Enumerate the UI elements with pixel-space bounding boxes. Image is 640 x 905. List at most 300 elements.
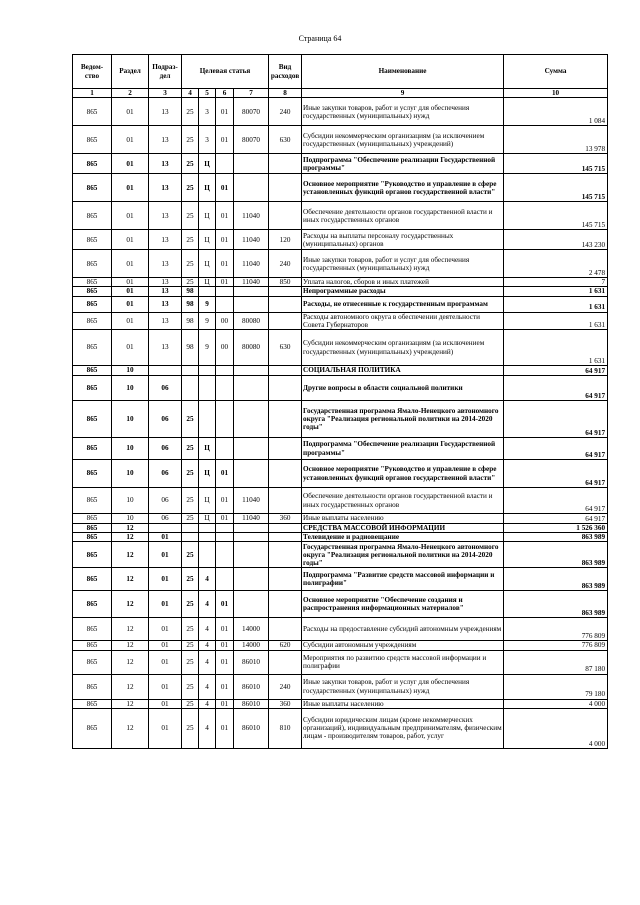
ved-cell: 865 [73, 401, 112, 438]
target-part2-cell: 9 [199, 296, 216, 312]
ved-cell: 865 [73, 296, 112, 312]
ved-cell: 865 [73, 376, 112, 401]
target-part2-cell: Ц [199, 174, 216, 202]
target-part1-cell [182, 366, 199, 376]
target-part2-cell: 4 [199, 618, 216, 641]
budget-table [72, 54, 608, 749]
target-part1-cell: 98 [182, 287, 199, 296]
target-part4-cell: 11040 [234, 250, 269, 278]
target-part2-cell: 4 [199, 708, 216, 748]
target-part1-cell: 25 [182, 154, 199, 174]
podrazdel-cell: 13 [149, 312, 182, 329]
target-part1-cell: 98 [182, 296, 199, 312]
target-part4-cell [234, 174, 269, 202]
razdel-cell: 01 [112, 278, 149, 287]
podrazdel-cell: 13 [149, 278, 182, 287]
razdel-cell: 01 [112, 154, 149, 174]
razdel-cell: 10 [112, 401, 149, 438]
name-cell: Телевидение и радиовещание [302, 533, 504, 542]
expense-type-cell: 360 [269, 699, 302, 708]
target-part4-cell: 14000 [234, 618, 269, 641]
target-part2-cell: 3 [199, 126, 216, 154]
podrazdel-cell: 01 [149, 568, 182, 591]
podrazdel-cell: 01 [149, 533, 182, 542]
sum-cell: 64 917 [504, 438, 608, 460]
expense-type-cell: 620 [269, 641, 302, 650]
ved-cell: 865 [73, 650, 112, 674]
podrazdel-cell: 13 [149, 296, 182, 312]
ved-cell: 865 [73, 366, 112, 376]
name-cell: Другие вопросы в области социальной политики [302, 376, 504, 401]
sum-cell: 64 917 [504, 401, 608, 438]
table-row [73, 460, 608, 488]
target-part2-cell [199, 376, 216, 401]
podrazdel-cell: 01 [149, 650, 182, 674]
ved-cell: 865 [73, 533, 112, 542]
target-part3-cell: 01 [216, 230, 234, 250]
target-part4-cell: 11040 [234, 514, 269, 524]
target-part2-cell: Ц [199, 488, 216, 514]
col-num: 4 [182, 89, 199, 98]
table-row [73, 98, 608, 126]
expense-type-cell [269, 287, 302, 296]
sum-cell: 64 917 [504, 514, 608, 524]
sum-cell: 64 917 [504, 488, 608, 514]
target-part1-cell: 25 [182, 514, 199, 524]
expense-type-cell: 240 [269, 250, 302, 278]
razdel-cell: 12 [112, 568, 149, 591]
expense-type-cell: 850 [269, 278, 302, 287]
target-part3-cell: 01 [216, 98, 234, 126]
table-row [73, 524, 608, 533]
col-num: 1 [73, 89, 112, 98]
target-part3-cell: 01 [216, 488, 234, 514]
expense-type-cell: 810 [269, 708, 302, 748]
sum-cell: 776 809 [504, 641, 608, 650]
razdel-cell: 12 [112, 618, 149, 641]
name-cell: Субсидии автономным учреждениям [302, 641, 504, 650]
target-part1-cell [182, 376, 199, 401]
expense-type-cell [269, 312, 302, 329]
expense-type-cell [269, 488, 302, 514]
expense-type-cell [269, 296, 302, 312]
target-part3-cell [216, 401, 234, 438]
header-podrazdel: Подраз-дел [149, 55, 182, 89]
table-row [73, 230, 608, 250]
sum-cell: 1 631 [504, 312, 608, 329]
ved-cell: 865 [73, 287, 112, 296]
razdel-cell: 01 [112, 126, 149, 154]
name-cell: Расходы автономного округа в обеспечении деятельности Совета Губернаторов [302, 312, 504, 329]
podrazdel-cell: 06 [149, 460, 182, 488]
target-part4-cell [234, 154, 269, 174]
ved-cell: 865 [73, 618, 112, 641]
target-part4-cell [234, 460, 269, 488]
target-part4-cell [234, 533, 269, 542]
target-part3-cell: 01 [216, 618, 234, 641]
expense-type-cell [269, 618, 302, 641]
target-part2-cell: Ц [199, 202, 216, 230]
target-part1-cell [182, 524, 199, 533]
target-part3-cell: 01 [216, 514, 234, 524]
razdel-cell: 10 [112, 460, 149, 488]
razdel-cell: 01 [112, 98, 149, 126]
sum-cell: 143 230 [504, 230, 608, 250]
header-razdel: Раздел [112, 55, 149, 89]
sum-cell: 64 917 [504, 366, 608, 376]
target-part3-cell: 01 [216, 591, 234, 618]
name-cell: СОЦИАЛЬНАЯ ПОЛИТИКА [302, 366, 504, 376]
name-cell: Расходы, не отнесенные к государственным программам [302, 296, 504, 312]
name-cell: Иные выплаты населению [302, 699, 504, 708]
target-part4-cell: 11040 [234, 202, 269, 230]
razdel-cell: 01 [112, 250, 149, 278]
target-part2-cell: Ц [199, 278, 216, 287]
target-part4-cell: 11040 [234, 278, 269, 287]
column-number-row [73, 89, 608, 98]
target-part3-cell: 01 [216, 174, 234, 202]
name-cell: СРЕДСТВА МАССОВОЙ ИНФОРМАЦИИ [302, 524, 504, 533]
target-part3-cell [216, 524, 234, 533]
target-part2-cell [199, 287, 216, 296]
sum-cell: 863 989 [504, 542, 608, 568]
podrazdel-cell: 13 [149, 98, 182, 126]
sum-cell: 145 715 [504, 174, 608, 202]
table-row [73, 438, 608, 460]
podrazdel-cell: 01 [149, 699, 182, 708]
name-cell: Иные выплаты населению [302, 514, 504, 524]
table-row [73, 514, 608, 524]
target-part1-cell [182, 533, 199, 542]
name-cell: Подпрограмма "Обеспечение реализации Государственной программы" [302, 154, 504, 174]
expense-type-cell: 240 [269, 674, 302, 699]
table-header-row [73, 55, 608, 89]
table-row [73, 674, 608, 699]
target-part3-cell: 01 [216, 674, 234, 699]
target-part1-cell: 25 [182, 641, 199, 650]
target-part1-cell: 25 [182, 174, 199, 202]
expense-type-cell: 240 [269, 98, 302, 126]
table-row [73, 278, 608, 287]
target-part3-cell: 01 [216, 250, 234, 278]
sum-cell: 64 917 [504, 376, 608, 401]
razdel-cell: 10 [112, 438, 149, 460]
target-part3-cell [216, 366, 234, 376]
table-row [73, 366, 608, 376]
name-cell: Основное мероприятие "Руководство и управление в сфере установленных функций органов государственной власти" [302, 460, 504, 488]
target-part1-cell: 25 [182, 202, 199, 230]
sum-cell: 145 715 [504, 202, 608, 230]
target-part4-cell: 80070 [234, 98, 269, 126]
target-part2-cell: 4 [199, 674, 216, 699]
target-part3-cell [216, 542, 234, 568]
expense-type-cell: 360 [269, 514, 302, 524]
target-part1-cell: 25 [182, 278, 199, 287]
razdel-cell: 12 [112, 524, 149, 533]
header-sum: Сумма [504, 55, 608, 89]
target-part1-cell: 25 [182, 488, 199, 514]
razdel-cell: 12 [112, 674, 149, 699]
podrazdel-cell: 01 [149, 641, 182, 650]
name-cell: Мероприятия по развитию средств массовой информации и полиграфии [302, 650, 504, 674]
name-cell: Государственная программа Ямало-Ненецкого автономного округа "Реализация региональной политики на 2014-2020 годы" [302, 542, 504, 568]
name-cell: Подпрограмма "Развитие средств массовой информации и полиграфии" [302, 568, 504, 591]
razdel-cell: 10 [112, 366, 149, 376]
ved-cell: 865 [73, 230, 112, 250]
table-row [73, 250, 608, 278]
table-row [73, 330, 608, 366]
podrazdel-cell: 06 [149, 401, 182, 438]
name-cell: Расходы на выплаты персоналу государственных (муниципальных) органов [302, 230, 504, 250]
target-part3-cell: 01 [216, 460, 234, 488]
target-part2-cell: 4 [199, 650, 216, 674]
expense-type-cell [269, 202, 302, 230]
expense-type-cell [269, 401, 302, 438]
target-part3-cell [216, 154, 234, 174]
razdel-cell: 01 [112, 174, 149, 202]
razdel-cell: 12 [112, 641, 149, 650]
expense-type-cell [269, 460, 302, 488]
target-part2-cell: Ц [199, 460, 216, 488]
target-part4-cell [234, 401, 269, 438]
target-part1-cell: 25 [182, 674, 199, 699]
target-part2-cell: Ц [199, 154, 216, 174]
target-part1-cell: 98 [182, 330, 199, 366]
table-row [73, 296, 608, 312]
ved-cell: 865 [73, 250, 112, 278]
target-part1-cell: 25 [182, 708, 199, 748]
name-cell: Субсидии некоммерческим организациям (за исключением государственных (муниципальных) учреждений) [302, 330, 504, 366]
target-part2-cell: 3 [199, 98, 216, 126]
target-part1-cell: 25 [182, 699, 199, 708]
col-num: 10 [504, 89, 608, 98]
table-row [73, 533, 608, 542]
expense-type-cell: 630 [269, 126, 302, 154]
podrazdel-cell: 13 [149, 174, 182, 202]
expense-type-cell: 630 [269, 330, 302, 366]
name-cell: Субсидии юридическим лицам (кроме некоммерческих организаций), индивидуальным предпринимателям, физическим лицам - производителям товаров, работ, услуг [302, 708, 504, 748]
target-part4-cell: 86010 [234, 699, 269, 708]
table-row [73, 401, 608, 438]
target-part2-cell: 4 [199, 591, 216, 618]
ved-cell: 865 [73, 641, 112, 650]
target-part4-cell: 86010 [234, 650, 269, 674]
expense-type-cell [269, 154, 302, 174]
razdel-cell: 01 [112, 312, 149, 329]
sum-cell: 64 917 [504, 460, 608, 488]
sum-cell: 1 526 360 [504, 524, 608, 533]
target-part4-cell: 86010 [234, 708, 269, 748]
target-part4-cell [234, 366, 269, 376]
podrazdel-cell: 13 [149, 230, 182, 250]
table-row [73, 312, 608, 329]
podrazdel-cell: 13 [149, 250, 182, 278]
sum-cell: 7 [504, 278, 608, 287]
target-part2-cell [199, 533, 216, 542]
target-part4-cell [234, 568, 269, 591]
target-part1-cell: 25 [182, 438, 199, 460]
target-part4-cell [234, 287, 269, 296]
name-cell: Основное мероприятие "Обеспечение создания и распространения информационных материалов" [302, 591, 504, 618]
razdel-cell: 01 [112, 230, 149, 250]
table-row [73, 376, 608, 401]
razdel-cell: 12 [112, 650, 149, 674]
target-part4-cell: 80080 [234, 330, 269, 366]
ved-cell: 865 [73, 699, 112, 708]
target-part3-cell [216, 533, 234, 542]
sum-cell: 1 631 [504, 296, 608, 312]
target-part1-cell: 25 [182, 650, 199, 674]
target-part4-cell [234, 296, 269, 312]
name-cell: Расходы на предоставление субсидий автономным учреждениям [302, 618, 504, 641]
expense-type-cell [269, 542, 302, 568]
sum-cell: 145 715 [504, 154, 608, 174]
col-num: 7 [234, 89, 269, 98]
ved-cell: 865 [73, 460, 112, 488]
target-part3-cell: 01 [216, 126, 234, 154]
table-row [73, 708, 608, 748]
name-cell: Непрограммные расходы [302, 287, 504, 296]
target-part1-cell: 98 [182, 312, 199, 329]
podrazdel-cell: 13 [149, 330, 182, 366]
expense-type-cell [269, 174, 302, 202]
target-part1-cell: 25 [182, 98, 199, 126]
target-part1-cell: 25 [182, 542, 199, 568]
podrazdel-cell: 06 [149, 438, 182, 460]
sum-cell: 4 000 [504, 708, 608, 748]
target-part4-cell: 11040 [234, 488, 269, 514]
target-part2-cell: 9 [199, 312, 216, 329]
target-part3-cell: 01 [216, 202, 234, 230]
target-part3-cell [216, 438, 234, 460]
ved-cell: 865 [73, 542, 112, 568]
target-part2-cell [199, 542, 216, 568]
target-part3-cell [216, 568, 234, 591]
expense-type-cell [269, 366, 302, 376]
page-number-header: Страница 64 [298, 34, 342, 43]
name-cell: Уплата налогов, сборов и иных платежей [302, 278, 504, 287]
razdel-cell: 10 [112, 488, 149, 514]
sum-cell: 79 180 [504, 674, 608, 699]
razdel-cell: 10 [112, 514, 149, 524]
podrazdel-cell: 13 [149, 202, 182, 230]
target-part3-cell: 00 [216, 330, 234, 366]
table-row [73, 641, 608, 650]
target-part3-cell: 01 [216, 278, 234, 287]
expense-type-cell [269, 568, 302, 591]
target-part2-cell: 4 [199, 568, 216, 591]
ved-cell: 865 [73, 330, 112, 366]
ved-cell: 865 [73, 568, 112, 591]
target-part2-cell [199, 524, 216, 533]
sum-cell: 4 000 [504, 699, 608, 708]
ved-cell: 865 [73, 488, 112, 514]
razdel-cell: 12 [112, 542, 149, 568]
target-part2-cell [199, 366, 216, 376]
target-part1-cell: 25 [182, 618, 199, 641]
ved-cell: 865 [73, 438, 112, 460]
table-row [73, 126, 608, 154]
sum-cell: 87 180 [504, 650, 608, 674]
sum-cell: 1 631 [504, 330, 608, 366]
table-row [73, 488, 608, 514]
ved-cell: 865 [73, 591, 112, 618]
target-part4-cell [234, 542, 269, 568]
target-part4-cell: 80070 [234, 126, 269, 154]
name-cell: Иные закупки товаров, работ и услуг для обеспечения государственных (муниципальных) нужд [302, 250, 504, 278]
header-target-article: Целевая статья [182, 55, 269, 89]
razdel-cell: 01 [112, 202, 149, 230]
table-row [73, 202, 608, 230]
name-cell: Субсидии некоммерческим организациям (за исключением государственных (муниципальных) учреждений) [302, 126, 504, 154]
sum-cell: 1 631 [504, 287, 608, 296]
target-part3-cell: 01 [216, 699, 234, 708]
razdel-cell: 01 [112, 330, 149, 366]
header-expense-type: Вид расходов [269, 55, 302, 89]
ved-cell: 865 [73, 524, 112, 533]
razdel-cell: 12 [112, 699, 149, 708]
expense-type-cell [269, 650, 302, 674]
razdel-cell: 12 [112, 708, 149, 748]
name-cell: Государственная программа Ямало-Ненецкого автономного округа "Реализация региональной политики на 2014-2020 годы" [302, 401, 504, 438]
expense-type-cell [269, 533, 302, 542]
podrazdel-cell: 13 [149, 126, 182, 154]
table-row [73, 699, 608, 708]
podrazdel-cell: 01 [149, 708, 182, 748]
ved-cell: 865 [73, 202, 112, 230]
target-part2-cell [199, 401, 216, 438]
target-part3-cell: 01 [216, 641, 234, 650]
razdel-cell: 01 [112, 287, 149, 296]
target-part1-cell: 25 [182, 460, 199, 488]
target-part3-cell: 01 [216, 650, 234, 674]
col-num: 8 [269, 89, 302, 98]
target-part2-cell: 4 [199, 699, 216, 708]
target-part1-cell: 25 [182, 126, 199, 154]
podrazdel-cell: 06 [149, 376, 182, 401]
target-part4-cell: 11040 [234, 230, 269, 250]
ved-cell: 865 [73, 708, 112, 748]
table-row [73, 154, 608, 174]
col-num: 6 [216, 89, 234, 98]
expense-type-cell [269, 591, 302, 618]
target-part3-cell: 00 [216, 312, 234, 329]
table-row [73, 287, 608, 296]
ved-cell: 865 [73, 674, 112, 699]
table-row [73, 542, 608, 568]
name-cell: Подпрограмма "Обеспечение реализации Государственной программы" [302, 438, 504, 460]
podrazdel-cell: 06 [149, 514, 182, 524]
target-part4-cell [234, 524, 269, 533]
ved-cell: 865 [73, 514, 112, 524]
target-part3-cell [216, 376, 234, 401]
expense-type-cell [269, 376, 302, 401]
target-part1-cell: 25 [182, 591, 199, 618]
name-cell: Иные закупки товаров, работ и услуг для обеспечения государственных (муниципальных) нужд [302, 674, 504, 699]
podrazdel-cell: 01 [149, 674, 182, 699]
ved-cell: 865 [73, 174, 112, 202]
target-part4-cell [234, 591, 269, 618]
col-num: 9 [302, 89, 504, 98]
name-cell: Иные закупки товаров, работ и услуг для обеспечения государственных (муниципальных) нужд [302, 98, 504, 126]
podrazdel-cell: 01 [149, 591, 182, 618]
razdel-cell: 12 [112, 533, 149, 542]
podrazdel-cell: 01 [149, 542, 182, 568]
sum-cell: 863 989 [504, 533, 608, 542]
expense-type-cell [269, 438, 302, 460]
ved-cell: 865 [73, 154, 112, 174]
name-cell: Основное мероприятие "Руководство и управление в сфере установленных функций органов государственной власти" [302, 174, 504, 202]
